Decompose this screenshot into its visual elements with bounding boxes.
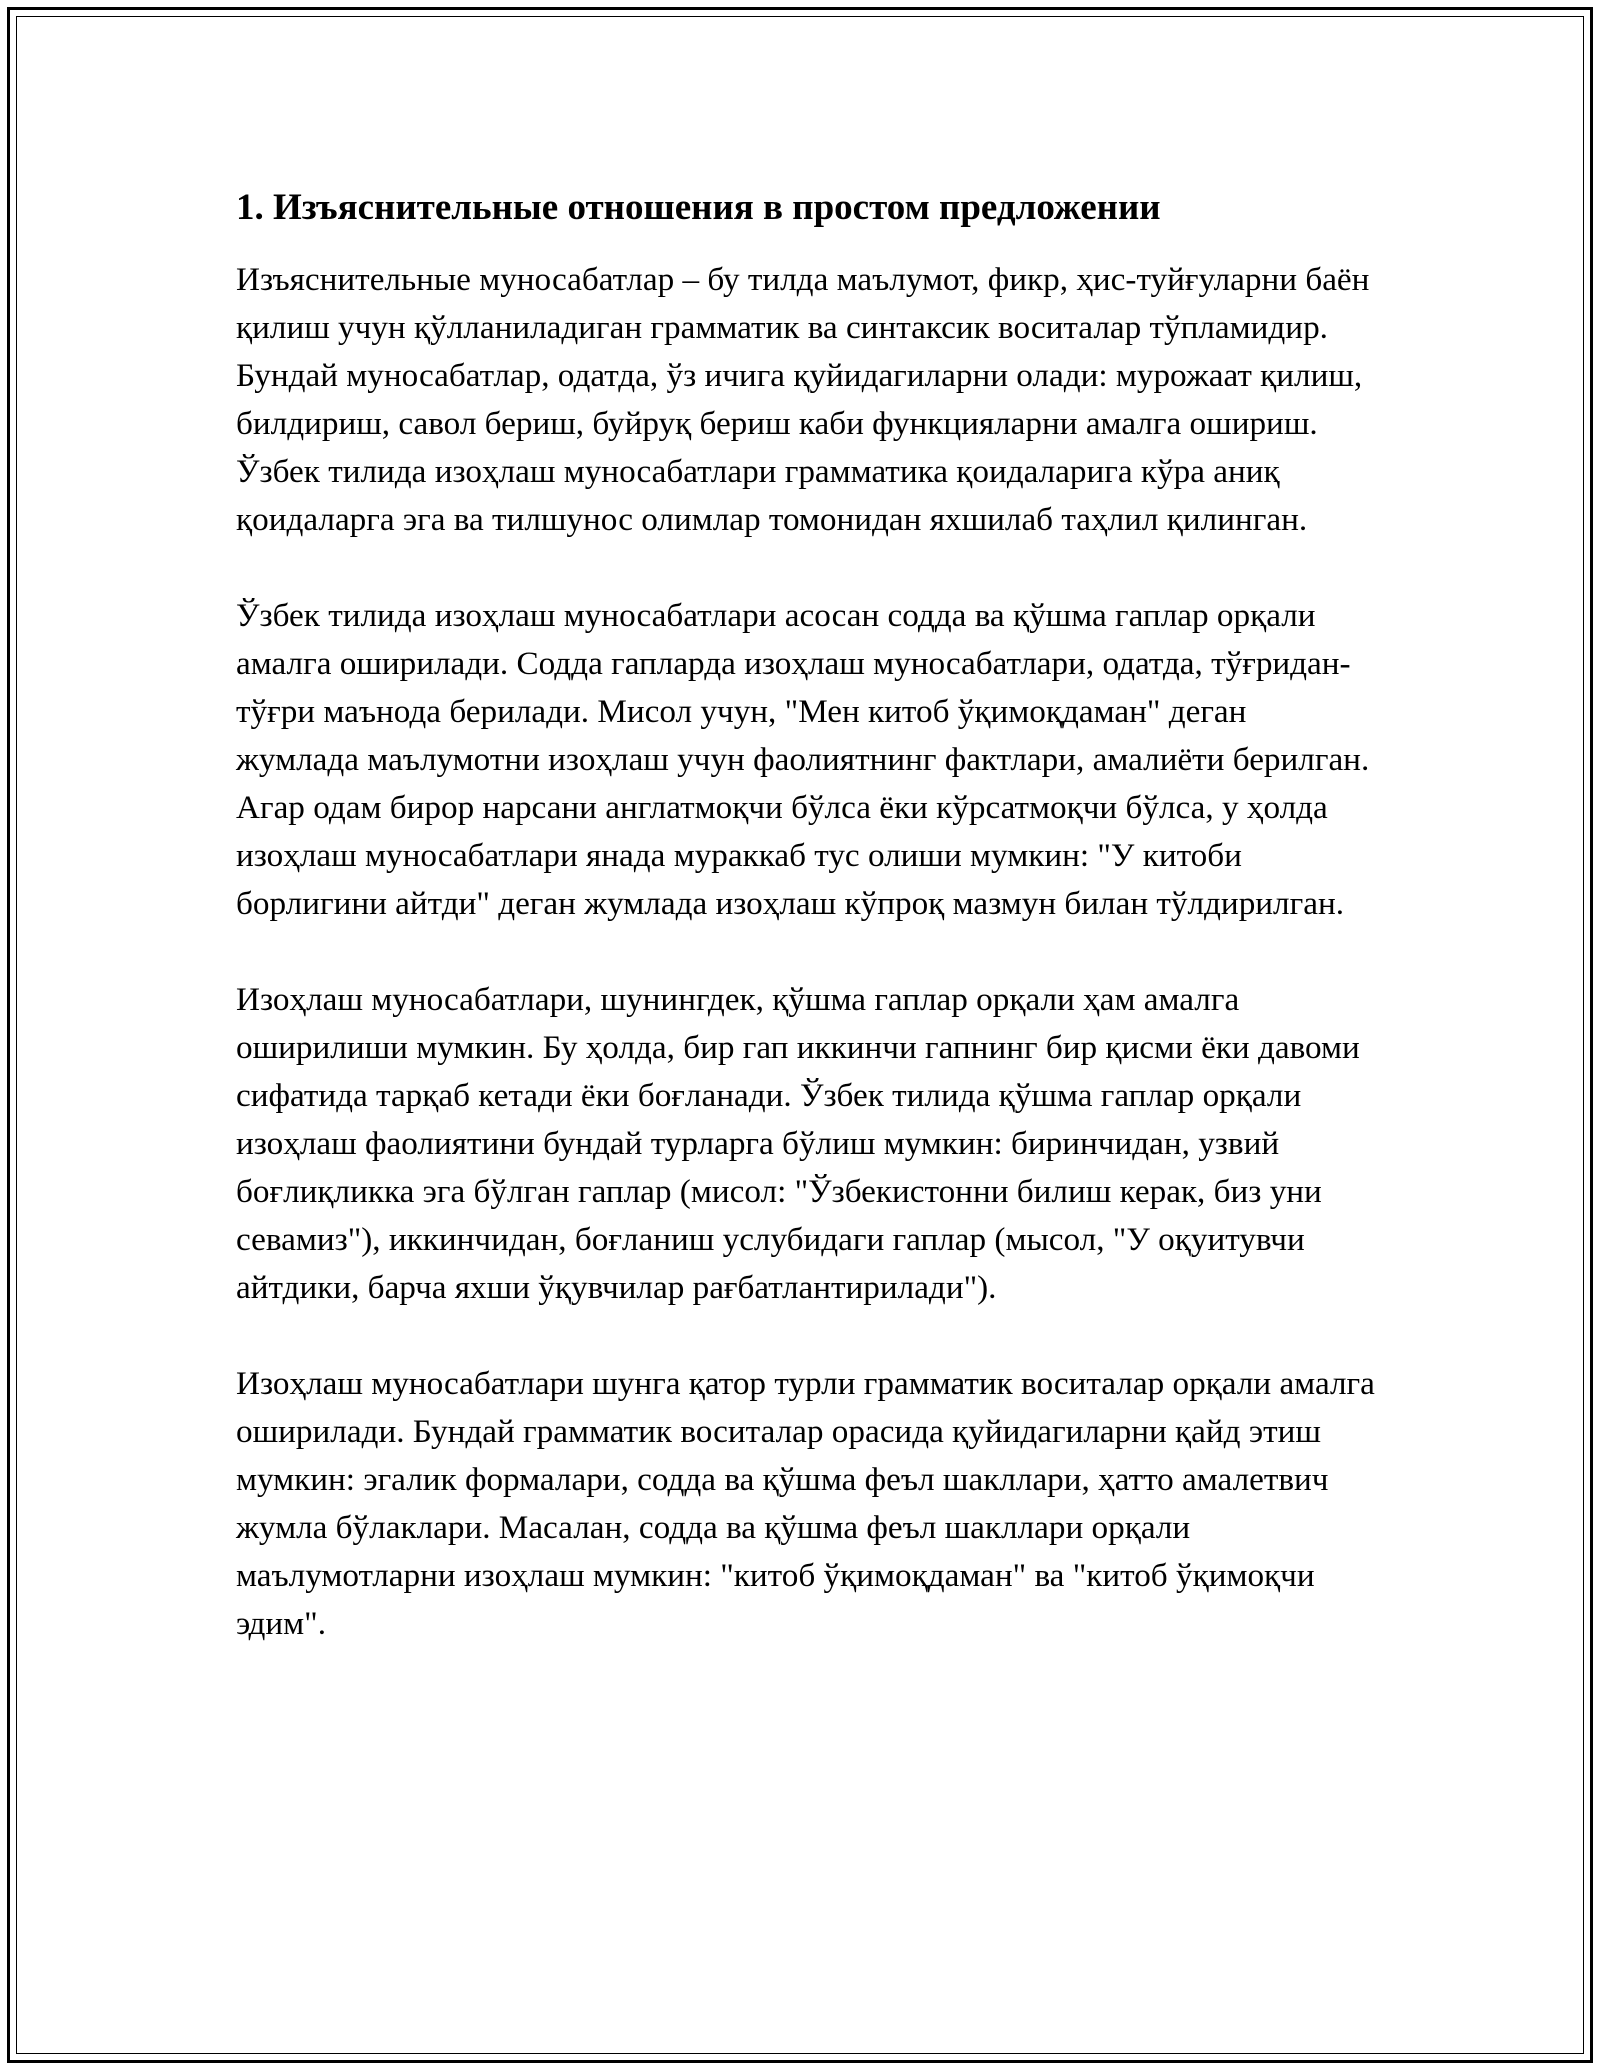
section-heading: 1. Изъяснительные отношения в простом предложении xyxy=(236,187,1161,228)
paragraph-1: Изъяснительные муносабатлар – бу тилда маълумот, фикр, ҳис-туйғуларни баён қилиш учун қўлланиладиган грамматик ва синтаксик воситалар тўпламидир. Бундай муносабатлар, одатда, ўз ичига қуйидагиларни олади: мурожаат қилиш, билдириш, савол бериш, буйруқ бериш каби функцияларни амалга ошириш. Ўзбек тилида изоҳлаш муносабатлари грамматика қоидаларига кўра аниқ қоидаларга эга ва тилшунос олимлар томонидан яхшилаб таҳлил қилинган. xyxy=(236,261,1370,539)
paragraph-4: Изоҳлаш муносабатлари шунга қатор турли грамматик воситалар орқали амалга оширилади. Бундай грамматик воситалар орасида қуйидагиларни қайд этиш мумкин: эгалик формалари, содда ва қўшма феъл шакллари, ҳатто амалетвич жумла бўлаклари. Масалан, содда ва қўшма феъл шакллари орқали маълумотларни изоҳлаш мумкин: "китоб ўқимоқдаман" ва "китоб ўқимоқчи эдим". xyxy=(236,1365,1375,1643)
paragraph-2: Ўзбек тилида изоҳлаш муносабатлари асосан содда ва қўшма гаплар орқали амалга оширилади. Содда гапларда изоҳлаш муносабатлари, одатда, тўғридан-тўғри маънода берилади. Мисол учун, "Мен китоб ўқимоқдаман" деган жумлада маълумотни изоҳлаш учун фаолиятнинг фактлари, амалиёти берилган. Агар одам бирор нарсани англатмоқчи бўлса ёки кўрсатмоқчи бўлса, у ҳолда изоҳлаш муносабатлари янада мураккаб тус олиши мумкин: "У китоби борлигини айтди" деган жумлада изоҳлаш кўпроқ мазмун билан тўлдирилган. xyxy=(236,597,1370,923)
paragraph-3: Изоҳлаш муносабатлари, шунингдек, қўшма гаплар орқали ҳам амалга оширилиши мумкин. Бу ҳолда, бир гап иккинчи гапнинг бир қисми ёки давоми сифатида тарқаб кетади ёки боғланади. Ўзбек тилида қўшма гаплар орқали изоҳлаш фаолиятини бундай турларга бўлиш мумкин: биринчидан, узвий боғлиқликка эга бўлган гаплар (мисол: "Ўзбекистонни билиш керак, биз уни севамиз"), иккинчидан, боғланиш услубидаги гаплар (мысол, "У оқуитувчи айтдики, барча яхши ўқувчилар рағбатлантирилади"). xyxy=(236,981,1360,1307)
document-body xyxy=(236,184,1376,1696)
